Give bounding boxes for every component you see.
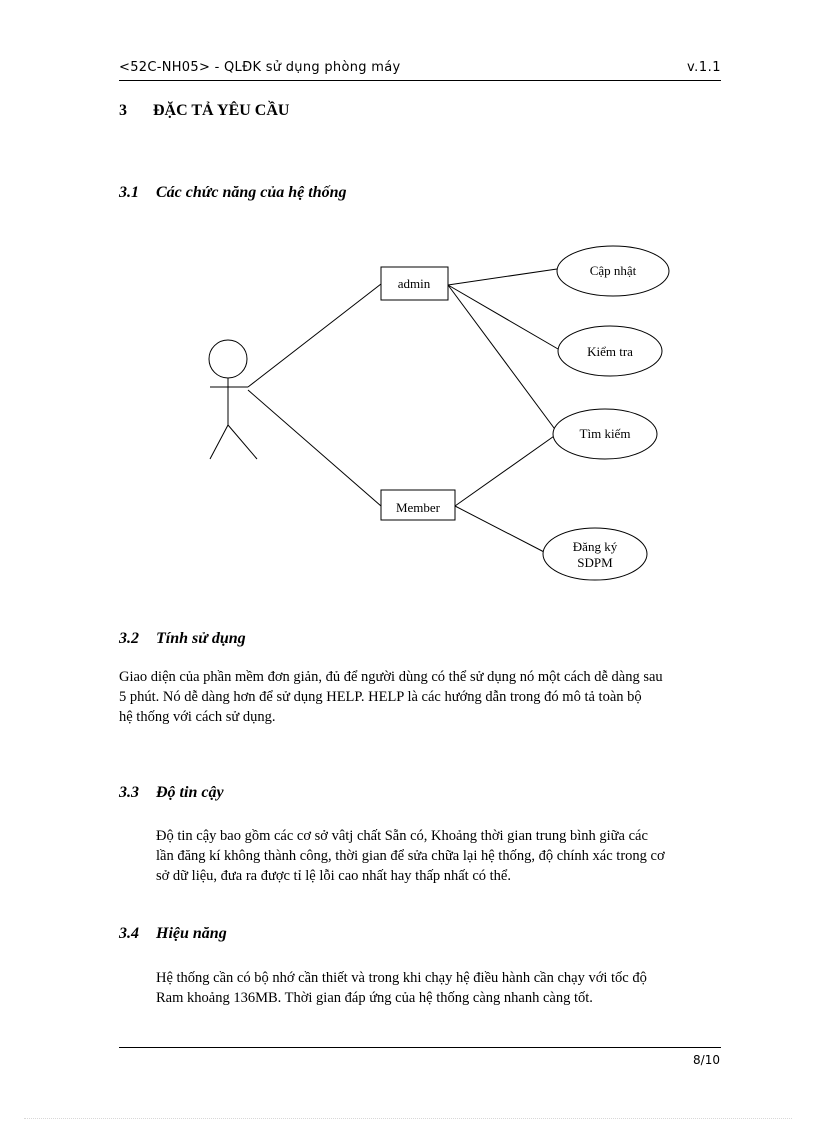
actor-left-leg bbox=[210, 425, 228, 459]
paragraph-line: Giao diện của phần mềm đơn giản, đủ để người dùng có thể sử dụng nó một cách dễ dàng sau bbox=[119, 669, 663, 685]
link-actor-admin bbox=[248, 284, 381, 387]
section-3-3-paragraph bbox=[156, 826, 721, 886]
link-member-dang-ky bbox=[455, 506, 546, 553]
section-3-1-title: Các chức năng của hệ thống bbox=[156, 184, 347, 201]
paragraph-line: Độ tin cậy bao gồm các cơ sở vâtj chất Sẵn có, Khoảng thời gian trung bình giữa các bbox=[156, 828, 648, 844]
section-3-2-number: 3.2 bbox=[119, 630, 139, 647]
section-3-3-number: 3.3 bbox=[119, 784, 139, 801]
section-3-4-paragraph bbox=[156, 968, 706, 1008]
actor-head bbox=[209, 340, 247, 378]
paragraph-line: 5 phút. Nó dễ dàng hơn để sử dụng HELP. HELP là các hướng dẫn trong đó mô tả toàn bộ bbox=[119, 689, 642, 705]
admin-label: admin bbox=[397, 276, 431, 291]
link-admin-tim-kiem bbox=[448, 285, 557, 432]
link-actor-member bbox=[248, 390, 381, 506]
document-version: v.1.1 bbox=[687, 60, 721, 75]
section-3-4-heading bbox=[119, 925, 227, 943]
paragraph-line: sở dữ liệu, đưa ra được tỉ lệ lỗi cao nhất hay thấp nhất có thể. bbox=[156, 868, 511, 884]
section-3-2-heading bbox=[119, 630, 246, 648]
section-3-2-title: Tính sử dụng bbox=[156, 630, 246, 647]
section-3-1-number: 3.1 bbox=[119, 184, 139, 201]
member-label: Member bbox=[395, 500, 441, 515]
section-3-2-paragraph bbox=[119, 667, 721, 727]
section-3-4-title: Hiệu năng bbox=[156, 925, 227, 942]
section-3-4-number: 3.4 bbox=[119, 925, 139, 942]
paragraph-line: hệ thống với cách sử dụng. bbox=[119, 709, 276, 725]
dang-ky-label-1: Đăng ký bbox=[572, 539, 618, 554]
dang-ky-label-2: SDPM bbox=[577, 555, 613, 570]
tim-kiem-label: Tìm kiếm bbox=[579, 426, 631, 441]
usecase-dang-ky bbox=[543, 528, 647, 580]
page-bottom-edge bbox=[24, 1118, 792, 1119]
section-3-3-heading bbox=[119, 784, 224, 802]
section-3-title: ĐẶC TẢ YÊU CẦU bbox=[153, 102, 290, 119]
section-3-3-title: Độ tin cậy bbox=[156, 784, 224, 801]
paragraph-line: Hệ thống cần có bộ nhớ cần thiết và trong khi chạy hệ điều hành cần chạy với tốc độ bbox=[156, 970, 647, 986]
link-member-tim-kiem bbox=[455, 434, 557, 506]
paragraph-line: lần đăng kí không thành công, thời gian để sửa chữa lại hệ thống, độ chính xác trong cơ bbox=[156, 848, 665, 864]
section-3-number: 3 bbox=[119, 102, 127, 119]
paragraph-line: Ram khoảng 136MB. Thời gian đáp ứng của hệ thống càng nhanh càng tốt. bbox=[156, 990, 593, 1006]
page-number: 8/10 bbox=[693, 1053, 720, 1067]
footer-rule bbox=[119, 1047, 721, 1048]
link-admin-cap-nhat bbox=[448, 269, 557, 285]
cap-nhat-label: Cập nhật bbox=[589, 263, 637, 278]
kiem-tra-label: Kiểm tra bbox=[587, 344, 633, 359]
link-admin-kiem-tra bbox=[448, 285, 558, 349]
actor-right-leg bbox=[228, 425, 257, 459]
document-header-title: <52C-NH05> - QLĐK sử dụng phòng máy bbox=[119, 60, 401, 75]
